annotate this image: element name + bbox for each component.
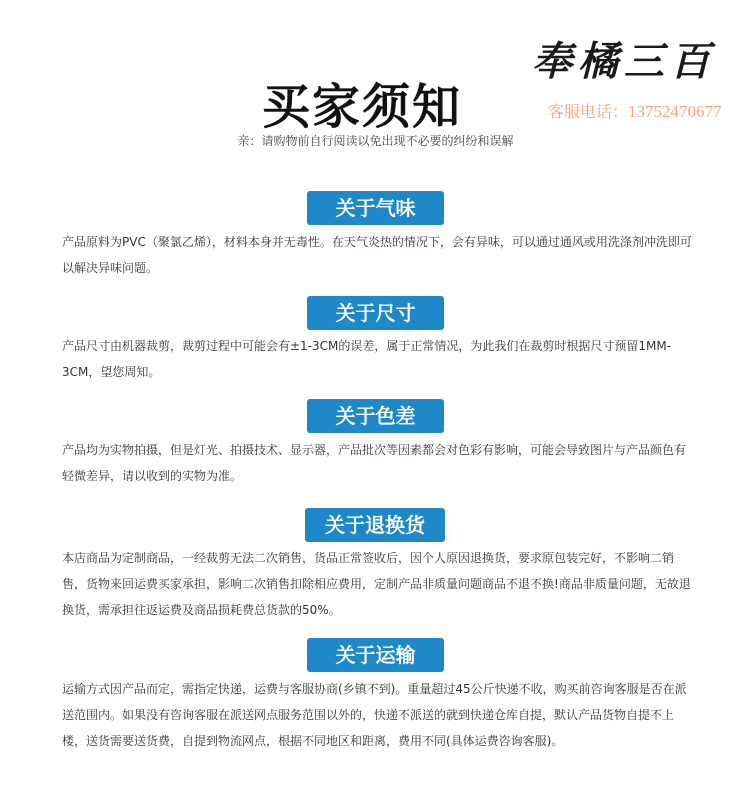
page-title: 买家须知	[262, 79, 463, 135]
section-body-size: 产品尺寸由机器裁剪，裁剪过程中可能会有±1-3CM的误差，属于正常情况，为此我们在裁剪时根据尺寸预留1MM-3CM，望您周知。	[62, 339, 672, 379]
section-body-shipping: 运输方式因产品而定，需指定快递，运费与客服协商(乡镇不到)。重量超过45公斤快递不收，购买前咨询客服是否在派送范围内。如果没有咨询客服在派送网点服务范围以外的，快递不派送的就到快递仓库自提，默认产品货物自提不上楼，送货需要送货费，自提到物流网点，根据不同地区和距离，费用不同(具体运费咨询客服)。	[62, 682, 687, 748]
section-body-color: 产品均为实物拍摄，但是灯光、拍摄技术、显示器，产品批次等因素都会对色彩有影响，可能会导致图片与产品颜色有轻微差异，请以收到的实物为准。	[62, 443, 687, 483]
brand-logo: 奉橘三百	[532, 38, 716, 85]
phone-label: 客服电话：	[548, 102, 629, 121]
section-label-odor: 关于气味	[307, 191, 444, 225]
section-body-odor: 产品原料为PVC（聚氯乙烯），材料本身并无毒性。在天气炎热的情况下，会有异味，可以通过通风或用洗涤剂冲洗即可以解决异味问题。	[62, 235, 692, 275]
section-body-returns: 本店商品为定制商品，一经裁剪无法二次销售，货品正常签收后，因个人原因退换货，要求原包装完好，不影响二销售，货物来回运费买家承担，影响二次销售扣除相应费用，定制产品非质量问题商品不退不换!商品非质量问题，无故退换货，需承担往返运费及商品损耗费总货款的50%。	[62, 551, 691, 617]
section-label-size: 关于尺寸	[307, 296, 444, 330]
section-label-returns: 关于退换货	[305, 508, 445, 542]
customer-service-phone	[548, 99, 722, 122]
section-label-color: 关于色差	[307, 399, 444, 433]
section-label-shipping: 关于运输	[307, 638, 444, 672]
phone-number: 13752470677	[628, 102, 722, 121]
page-subtitle: 亲：请购物前自行阅读以免出现不必要的纠纷和误解	[237, 134, 514, 148]
